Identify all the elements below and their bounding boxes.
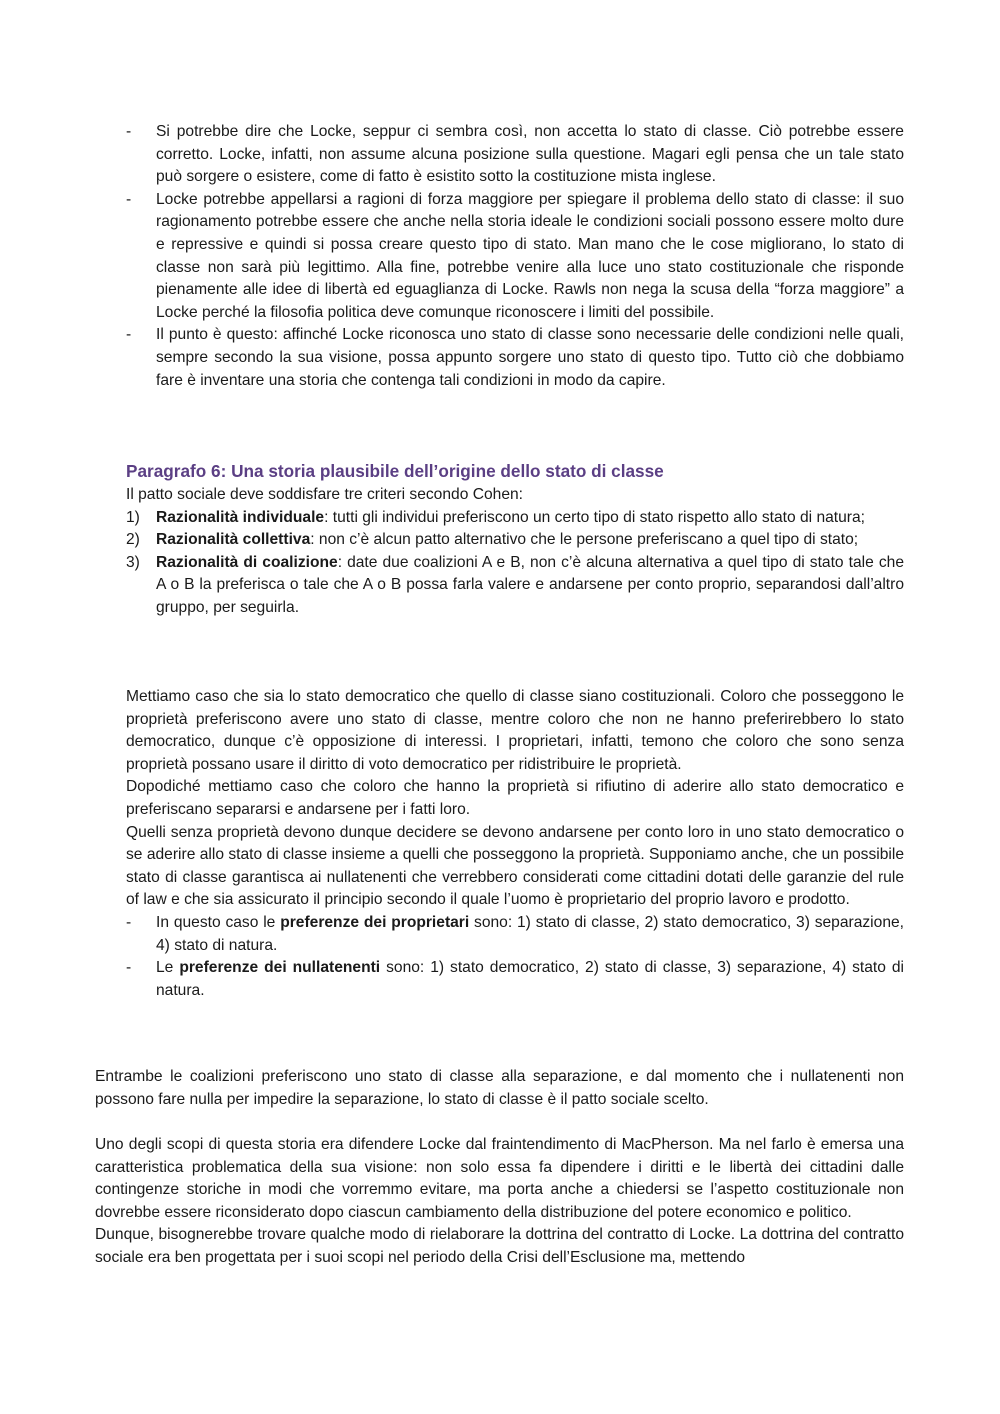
pref-post: sono: 1) stato di classe, 2) stato democratico, 3) separazione, 4) stato di natura. bbox=[156, 913, 905, 954]
bullet-text: Locke potrebbe appellarsi a ragioni di forza maggiore per spiegare il problema dello stato di classe: il suo ragionamento potrebbe essere che anche nella storia ideale le condizioni sociali possono essere molto dure e repressive e quindi si possa creare questo tipo di stato. Man mano che le cose migliorano, lo stato di classe non sarà più legittimo. Alla fine, potrebbe venire alla luce uno stato costituzionale che risponde pienamente alle idee di libertà ed eguaglianza di Locke. Rawls non nega la scusa della “forza maggiore” a Locke perché la filosofia politica deve comunque riconoscere i limiti del possibile. bbox=[156, 190, 904, 321]
pref-post: sono: 1) stato democratico, 2) stato di classe, 3) separazione, 4) stato di natura. bbox=[156, 959, 904, 999]
intro-text: Il patto sociale deve soddisfare tre criteri secondo Cohen: bbox=[126, 486, 523, 503]
criterion-term: Razionalità collettiva bbox=[156, 531, 311, 549]
list-item bbox=[126, 529, 904, 552]
criterion-text: : tutti gli individui preferiscono un certo tipo di stato rispetto allo stato di natura; bbox=[324, 508, 865, 526]
criteria-section bbox=[126, 484, 904, 620]
bullet-text: Il punto è questo: affinché Locke riconosca uno stato di classe sono necessarie delle condizioni nelle quali, sempre secondo la sua visione, possa appunto sorgere uno stato di questo tipo. Tutto ciò che dobbiamo fare è inventare una storia che contenga tali condizioni in modo da capire. bbox=[156, 326, 904, 389]
paragraph: Dopodiché mettiamo caso che coloro che hanno la proprietà si rifiutino di aderire allo stato democratico e preferiscano separarsi e andarsene per i fatti loro. bbox=[126, 778, 904, 818]
paragraph: Mettiamo caso che sia lo stato democratico che quello di classe siano costituzionali. Coloro che posseggono le proprietà preferiscono avere uno stato di classe, mentre coloro che non ne hanno preferirebbero lo stato democratico, dunque c’è opposizione di interessi. I proprietari, infatti, temono che coloro che sono senza proprietà possano usare il diritto di voto democratico per ridistribuire le proprietà. bbox=[126, 688, 904, 773]
bullet-mark: - bbox=[126, 326, 132, 344]
bullet-mark: - bbox=[126, 123, 132, 140]
criterion-term: Razionalità individuale bbox=[156, 508, 325, 526]
top-bullet-list bbox=[126, 121, 904, 392]
criterion-text: : date due coalizioni A e B, non c’è alcuna alternativa a quel tipo di stato tale che A o B la preferisca o tale che A o B possa farla valere e andarsene per conto proprio, separandosi dall’altro gruppo, per seguirla. bbox=[156, 553, 904, 616]
list-number: 3) bbox=[126, 553, 140, 571]
body-section bbox=[126, 686, 904, 1002]
paragraph: Dunque, bisognerebbe trovare qualche modo di rielaborare la dottrina del contratto di Locke. La dottrina del contratto sociale era ben progettata per i suoi scopi nel periodo della Crisi dell’Esclusione ma, mettendo bbox=[95, 1226, 904, 1266]
bullet-mark: - bbox=[126, 190, 132, 208]
pref-term: preferenze dei proprietari bbox=[280, 913, 470, 931]
pref-pre: In questo caso le bbox=[156, 913, 281, 931]
list-number: 2) bbox=[126, 531, 140, 549]
pref-pre: Le bbox=[156, 959, 180, 977]
list-item bbox=[126, 957, 904, 1002]
bullet-mark: - bbox=[126, 959, 132, 977]
paragraph: Quelli senza proprietà devono dunque decidere se devono andarsene per conto loro in uno stato democratico o se aderire allo stato di classe insieme a quelli che posseggono la proprietà. Supponiamo anche, che un possibile stato di classe garantisca ai nullatenenti che verrebbero considerati come cittadini dotati delle garanzie del rule of law e che sia assicurato il principio secondo il quale l’uomo è proprietario del proprio lavoro e prodotto. bbox=[126, 823, 904, 909]
list-item bbox=[126, 507, 904, 530]
criterion-term: Razionalità di coalizione bbox=[156, 553, 338, 571]
bullet-mark: - bbox=[126, 913, 132, 931]
list-item bbox=[126, 189, 904, 325]
conclusion-paragraph: Entrambe le coalizioni preferiscono uno stato di classe alla separazione, e dal momento che i nullatenenti non possono fare nulla per impedire la separazione, lo stato di classe è il patto sociale scelto. bbox=[95, 1068, 904, 1108]
criterion-text: : non c’è alcun patto alternativo che le persone preferiscano a quel tipo di stato; bbox=[310, 531, 859, 549]
bullet-text: Si potrebbe dire che Locke, seppur ci sembra così, non accetta lo stato di classe. Ciò potrebbe essere corretto. Locke, infatti, non assume alcuna posizione sulla questione. Magari egli pensa che un tale stato può sorgere o esistere, come di fatto è esistito sotto la costituzione mista inglese. bbox=[156, 123, 904, 186]
list-item bbox=[126, 552, 904, 620]
final-section bbox=[95, 1134, 904, 1270]
list-number: 1) bbox=[126, 508, 140, 526]
list-item bbox=[126, 324, 904, 392]
paragraph: Uno degli scopi di questa storia era difendere Locke dal fraintendimento di MacPherson. Ma nel farlo è emersa una caratteristica problematica della sua visione: non solo essa fa dipendere i diritti e le libertà dei cittadini dalle contingenze storiche in modi che vorremmo evitare, ma porta anche a chiedersi se l’aspetto costituzionale non dovrebbe essere riconsiderato dopo ciascun cambiamento della distribuzione del potere economico e politico. bbox=[95, 1136, 904, 1221]
list-item bbox=[126, 912, 904, 957]
section-heading: Paragrafo 6: Una storia plausibile dell’origine dello stato di classe bbox=[126, 461, 664, 481]
list-item bbox=[126, 121, 904, 189]
pref-term: preferenze dei nullatenenti bbox=[179, 959, 381, 977]
